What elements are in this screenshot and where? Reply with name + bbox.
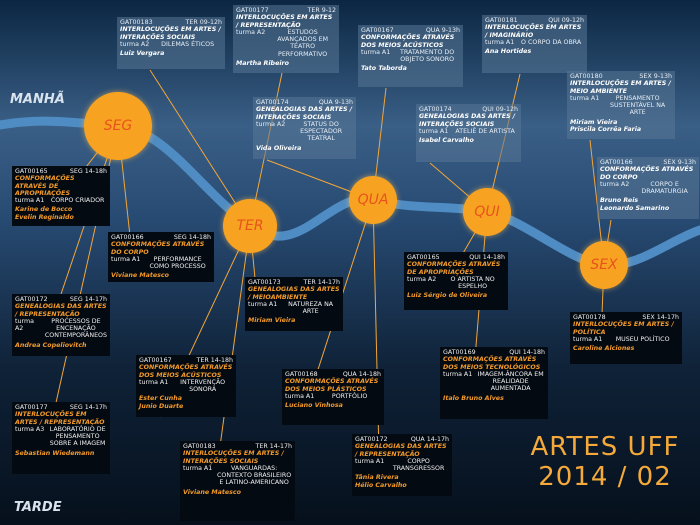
course-title: INTERLOCUÇÕES EM ARTES / MEIO AMBIENTE [570, 80, 671, 95]
course-schedule: QUA 14-18h [342, 371, 381, 378]
course-schedule: QUA 9-13h [318, 99, 353, 106]
card-detail-row [443, 371, 545, 393]
course-turma: turma A1 [248, 300, 278, 308]
brand-line2: 2014 / 02 [538, 462, 672, 492]
course-schedule: TER 09-12h [185, 19, 222, 26]
course-description: DILEMAS ÉTICOS [161, 40, 215, 48]
course-professor: Vida Oliveira [256, 144, 302, 152]
card-detail-row [15, 197, 107, 204]
course-turma: turma A1 [485, 38, 515, 46]
course-title: GENEALOGIAS DAS ARTES / MEIOAMBIENTE [248, 286, 340, 301]
course-description: PENSAMENTO SUSTENTÁVEL NA ARTE [610, 94, 666, 117]
course-professor: Viviane Matesco [111, 272, 169, 280]
card-detail-row [573, 336, 679, 343]
day-node-seg: SEG [84, 92, 152, 160]
card-detail-row [407, 276, 505, 291]
course-description: PROCESSOS DE ENCENAÇÃO CONTEMPORÂNEOS [44, 317, 108, 340]
course-card [245, 277, 343, 331]
card-detail-row [355, 458, 449, 473]
course-description: CORPO E DRAMATURGIA [641, 180, 688, 196]
course-card [482, 15, 587, 73]
course-code: GAT00180 [570, 73, 603, 80]
course-card [416, 104, 521, 162]
course-code: GAT00172 [355, 436, 388, 443]
course-schedule: SEG 14-17h [69, 404, 107, 411]
course-code: GAT00177 [15, 404, 48, 411]
course-description: LABORATÓRIO DE PENSAMENTO SOBRE A IMAGEM [49, 425, 106, 448]
course-professor: Tato Taborda [361, 65, 407, 73]
course-title: CONFORMAÇÕES ATRAVÉS DE APROPRIAÇÕES [15, 175, 75, 197]
course-card [253, 97, 356, 159]
course-code: GAT00183 [183, 443, 216, 450]
course-title: GENEALOGIAS DAS ARTES / INTERAÇÕES SOCIAIS [256, 106, 353, 121]
course-code: GAT00167 [139, 357, 172, 364]
course-schedule: TER 14-17h [303, 279, 340, 286]
course-schedule: SEG 14-18h [69, 168, 107, 175]
course-schedule: QUA 14-17h [410, 436, 449, 443]
course-description: ESTUDOS AVANÇADOS EM TEATRO PERFORMATIVO [277, 28, 328, 58]
course-professor: Luciano Vinhosa [285, 402, 343, 410]
course-description: TRATAMENTO DO OBJETO SONORO [400, 48, 455, 64]
course-schedule: TER 9-12 [307, 7, 336, 14]
course-description: CORPO TRANSGRESSOR [392, 457, 445, 473]
course-schedule: QUA 9-13h [425, 27, 460, 34]
course-schedule: TER 14-18h [196, 357, 233, 364]
course-turma: turma A1 [419, 127, 449, 135]
course-code: GAT00168 [285, 371, 318, 378]
course-code: GAT00172 [15, 296, 48, 303]
course-schedule: SEX 9-13h [663, 159, 696, 166]
course-schedule: SEX 9-13h [639, 73, 672, 80]
card-header [256, 99, 353, 106]
card-header [355, 436, 449, 443]
course-code: GAT00174 [419, 106, 452, 113]
course-card [597, 157, 699, 219]
course-code: GAT00165 [15, 168, 48, 175]
course-description: VANGUARDAS: CONTEXTO BRASILEIRO E LATINO-AMERICANO [217, 464, 292, 487]
brand-title [520, 432, 690, 492]
card-detail-row [256, 121, 353, 143]
course-professor: Andrea Copeliovitch [15, 341, 87, 349]
course-turma: turma A1 [183, 464, 213, 472]
card-detail-row [15, 426, 107, 448]
course-turma: turma A1 [443, 370, 473, 378]
course-title: CONFORMAÇÕES ATRAVÉS DO CORPO [111, 241, 205, 256]
course-professor: Viviane Matesco [183, 488, 241, 496]
card-detail-row [120, 41, 222, 48]
card-detail-row [139, 379, 233, 394]
course-schedule: SEG 14-17h [69, 296, 107, 303]
course-title: CONFORMAÇÕES ATRAVÉS DOS MEIOS ACÚSTICOS [139, 364, 233, 379]
course-description: NATUREZA NA ARTE [288, 300, 334, 316]
course-description: INTERVENÇÃO SONORA [180, 378, 226, 394]
day-node-sex: SEX [580, 241, 628, 289]
card-detail-row [236, 29, 336, 58]
course-description: CORPO CRIADOR [50, 197, 105, 205]
course-schedule: QUI 09-12h [548, 17, 584, 24]
course-schedule: SEG 14-18h [173, 234, 211, 241]
course-title: INTERLOCUÇÕES EM ARTES / IMAGINÁRIO [485, 24, 582, 39]
brand-line1: ARTES UFF [530, 432, 680, 462]
course-card [117, 17, 225, 69]
course-schedule: QUI 14-18h [469, 254, 505, 261]
course-title: INTERLOCUÇÕES EM ARTES / REPRESENTAÇÃO [15, 411, 105, 426]
course-card [136, 355, 236, 417]
course-turma: turma A1 [15, 197, 45, 205]
course-title: GENEALOGIAS DAS ARTES / INTERAÇÕES SOCIAIS [419, 113, 516, 128]
course-professor: Caroline Alciones [573, 345, 635, 353]
morning-label: MANHÃ [10, 92, 65, 107]
course-card [12, 402, 110, 474]
course-title: INTERLOCUÇÕES EM ARTES / INTERAÇÕES SOCIAIS [183, 450, 284, 465]
course-title: CONFORMAÇÕES ATRAVÉS DOS MEIOS TECNOLÓGICOS [443, 356, 541, 371]
course-professor: Luiz Sérgio de Oliveira [407, 292, 488, 300]
course-professor: Sebastian Wiedemann [15, 449, 95, 457]
card-detail-row [570, 95, 672, 117]
course-title: INTERLOCUÇÕES EM ARTES / INTERAÇÕES SOCIAIS [120, 26, 221, 41]
course-description: O CORPO DA OBRA [521, 38, 582, 46]
course-title: CONFORMAÇÕES ATRAVÉS DOS MEIOS ACÚSTICOS [361, 34, 455, 49]
course-turma: turma A2 [236, 28, 266, 36]
course-professor: Miriam Vieira Priscila Corrêa Faria [570, 118, 642, 134]
course-turma: turma A1 [139, 378, 169, 386]
course-turma: turma A3 [15, 425, 45, 433]
course-code: GAT00165 [407, 254, 440, 261]
course-turma: turma A1 [355, 457, 385, 465]
day-node-qui: QUI [463, 188, 511, 236]
course-description: PERFORMANCE COMO PROCESSO [149, 255, 206, 271]
course-code: GAT00167 [361, 27, 394, 34]
course-professor: Ester Cunha Junio Duarte [139, 395, 184, 410]
course-card [12, 294, 110, 356]
card-detail-row [183, 465, 292, 487]
card-header [15, 296, 107, 303]
course-code: GAT00177 [236, 7, 269, 14]
course-card [108, 232, 214, 282]
course-title: CONFORMAÇÕES ATRAVÉS DOS MEIOS PLÁSTICOS [285, 378, 379, 393]
card-detail-row [15, 318, 107, 340]
day-node-qua: QUA [349, 176, 397, 224]
course-code: GAT00178 [573, 314, 606, 321]
course-code: GAT00181 [485, 17, 518, 24]
course-turma: turma A2 [600, 180, 630, 188]
course-turma: turma A2 [15, 317, 34, 333]
course-title: INTERLOCUÇÕES EM ARTES / REPRESENTAÇÃO [236, 14, 333, 29]
course-schedule: QUI 14-18h [509, 349, 545, 356]
course-professor: Martha Ribeiro [236, 60, 289, 68]
course-professor: Miriam Vieira [248, 317, 296, 325]
card-detail-row [285, 393, 381, 400]
course-card [440, 347, 548, 419]
course-title: GENEALOGIAS DAS ARTES / REPRESENTAÇÃO [355, 443, 447, 458]
course-title: INTERLOCUÇÕES EM ARTES / POLÍTICA [573, 321, 674, 336]
course-professor: Karine de Bocco Evelin Reginaldo [15, 206, 74, 221]
course-code: GAT00166 [111, 234, 144, 241]
course-description: MUSEU POLÍTICO [615, 335, 670, 343]
card-detail-row [361, 49, 460, 64]
course-professor: Italo Bruno Alves [443, 394, 504, 402]
course-description: O ARTISTA NO ESPELHO [450, 275, 495, 291]
course-title: CONFORMAÇÕES ATRAVÉS DO CORPO [600, 166, 694, 181]
course-schedule: SEX 14-17h [642, 314, 679, 321]
afternoon-label: TARDE [14, 500, 62, 515]
course-description: IMAGEM-ÂNCORA EM REALIDADE AUMENTADA [477, 370, 544, 393]
course-code: GAT00174 [256, 99, 289, 106]
course-card [282, 369, 384, 425]
course-card [358, 25, 463, 87]
course-title: CONFORMAÇÕES ATRAVÉS DE APROPRIAÇÕES [407, 261, 501, 276]
course-card [570, 312, 682, 364]
card-detail-row [485, 39, 584, 46]
course-code: GAT00173 [248, 279, 281, 286]
card-detail-row [600, 181, 696, 196]
course-professor: Bruno Reis Leonardo Samarino [600, 197, 670, 212]
course-description: ATELIÊ DE ARTISTA [455, 127, 515, 135]
course-card [12, 166, 110, 226]
course-code: GAT00166 [600, 159, 633, 166]
course-turma: turma A2 [120, 40, 150, 48]
course-card [404, 252, 508, 310]
course-title: GENEALOGIAS DAS ARTES / REPRESENTAÇÃO [15, 303, 107, 318]
course-turma: turma A1 [361, 48, 391, 56]
course-card [233, 5, 339, 73]
course-turma: turma A2 [407, 275, 437, 283]
course-description: STATUS DO ESPECTADOR TEATRAL [300, 120, 343, 143]
course-turma: turma A1 [285, 392, 315, 400]
course-code: GAT00169 [443, 349, 476, 356]
course-turma: turma A1 [111, 255, 141, 263]
card-detail-row [248, 301, 340, 316]
card-header [419, 106, 518, 113]
course-schedule: QUI 09-12h [482, 106, 518, 113]
course-professor: Ana Hortides [485, 48, 532, 56]
day-node-ter: TER [223, 199, 277, 253]
card-detail-row [419, 128, 518, 135]
course-code: GAT00183 [120, 19, 153, 26]
course-description: PORTFÓLIO [331, 392, 368, 400]
course-card [352, 434, 452, 496]
course-turma: turma A1 [570, 94, 600, 102]
course-card [567, 71, 675, 139]
course-turma: turma A1 [573, 335, 603, 343]
course-professor: Isabel Carvalho [419, 137, 474, 145]
course-schedule: TER 14-17h [255, 443, 292, 450]
course-professor: Luiz Vergara [120, 50, 165, 58]
card-detail-row [111, 256, 211, 271]
card-header [248, 279, 340, 286]
course-card [180, 441, 295, 521]
course-turma: turma A2 [256, 120, 286, 128]
course-professor: Tânia Rivera Hélio Carvalho [355, 474, 407, 489]
